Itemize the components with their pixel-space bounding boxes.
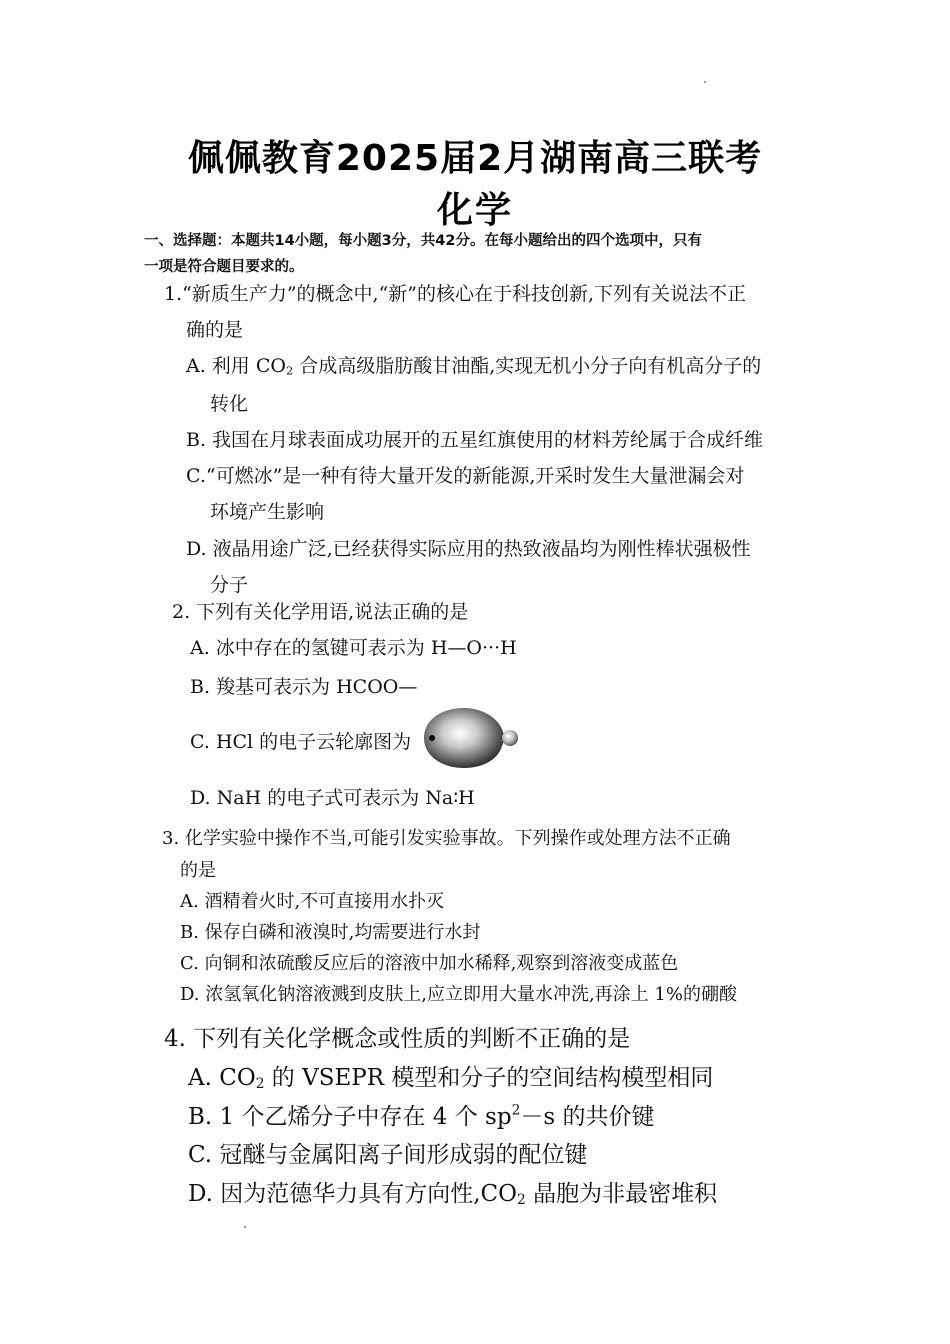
q4-stem: 4. 下列有关化学概念或性质的判断不正确的是 bbox=[164, 1026, 631, 1052]
q2-option-a: A. 冰中存在的氢键可表示为 H—O···H bbox=[190, 637, 517, 659]
hcl-electron-cloud-figure bbox=[418, 706, 522, 770]
scan-speck bbox=[704, 81, 706, 83]
q1-option-b: B. 我国在月球表面成功展开的五星红旗使用的材料芳纶属于合成纤维 bbox=[186, 429, 764, 451]
q1-stem-line-1: 1.“新质生产力”的概念中,“新”的核心在于科技创新,下列有关说法不正 bbox=[164, 283, 747, 305]
q2-option-b: B. 羧基可表示为 HCOO— bbox=[190, 676, 418, 698]
h-atom-sphere bbox=[502, 730, 518, 746]
q2-option-c: C. HCl 的电子云轮廓图为 bbox=[190, 731, 412, 753]
q2-stem: 2. 下列有关化学用语,说法正确的是 bbox=[172, 601, 469, 623]
q1-option-c: C.“可燃冰”是一种有待大量开发的新能源,开采时发生大量泄漏会对 bbox=[186, 465, 745, 487]
q3-stem-line-1: 3. 化学实验中操作不当,可能引发实验事故。下列操作或处理方法不正确 bbox=[162, 828, 731, 849]
cl-nucleus-dot bbox=[429, 735, 435, 741]
q1-option-a-cont: 转化 bbox=[210, 393, 249, 415]
q3-option-a: A. 酒精着火时,不可直接用水扑灭 bbox=[180, 891, 445, 912]
q1-a-text: A. 利用 CO bbox=[186, 355, 286, 377]
q4-a-text-rest: 的 VSEPR 模型和分子的空间结构模型相同 bbox=[264, 1065, 714, 1091]
exam-title: 佩佩教育2025届2月湖南高三联考 bbox=[187, 138, 763, 179]
q3-option-c: C. 向铜和浓硫酸反应后的溶液中加水稀释,观察到溶液变成蓝色 bbox=[180, 953, 679, 974]
q1-option-a bbox=[186, 351, 761, 378]
q4-d-text-rest: 晶胞为非最密堆积 bbox=[525, 1181, 718, 1207]
q1-option-d: D. 液晶用途广泛,已经获得实际应用的热致液晶均为刚性棒状强极性 bbox=[186, 538, 751, 560]
q4-option-c: C. 冠醚与金属阳离子间形成弱的配位键 bbox=[188, 1142, 588, 1168]
q4-b-text-rest: －s 的共价键 bbox=[520, 1104, 655, 1130]
q1-stem-line-2: 确的是 bbox=[186, 319, 244, 341]
q4-b-text: B. 1 个乙烯分子中存在 4 个 sp bbox=[188, 1104, 512, 1130]
q4-option-a bbox=[188, 1059, 713, 1092]
q4-option-d bbox=[188, 1175, 717, 1208]
subject-title: 化学 bbox=[436, 190, 513, 231]
section-line-2: 一项是符合题目要求的。 bbox=[144, 259, 304, 275]
q1-option-d-cont: 分子 bbox=[210, 574, 249, 596]
q1-option-c-cont: 环境产生影响 bbox=[210, 501, 325, 523]
scan-speck bbox=[244, 1226, 246, 1228]
cl-lobe-shape bbox=[424, 708, 504, 768]
q1-a-subscript: 2 bbox=[285, 363, 294, 378]
q4-a-text: A. CO bbox=[188, 1065, 256, 1091]
section-heading bbox=[144, 228, 814, 280]
q4-d-subscript: 2 bbox=[517, 1191, 526, 1208]
q4-b-superscript: 2 bbox=[511, 1102, 521, 1119]
q1-a-text-rest: 合成高级脂肪酸甘油酯,实现无机小分子向有机高分子的 bbox=[293, 355, 762, 377]
q3-option-d: D. 浓氢氧化钠溶液溅到皮肤上,应立即用大量水冲洗,再涂上 1%的硼酸 bbox=[180, 984, 737, 1005]
q4-d-text: D. 因为范德华力具有方向性,CO bbox=[188, 1181, 518, 1207]
q4-option-b bbox=[188, 1098, 654, 1131]
q3-stem-line-2: 的是 bbox=[180, 860, 216, 881]
q3-option-b: B. 保存白磷和液溴时,均需要进行水封 bbox=[180, 922, 481, 943]
q4-a-subscript: 2 bbox=[255, 1075, 265, 1092]
q2-option-d: D. NaH 的电子式可表示为 Na∶H bbox=[190, 787, 475, 809]
section-line-1: 一、选择题：本题共14小题，每小题3分，共42分。在每小题给出的四个选项中，只有 bbox=[144, 233, 702, 249]
